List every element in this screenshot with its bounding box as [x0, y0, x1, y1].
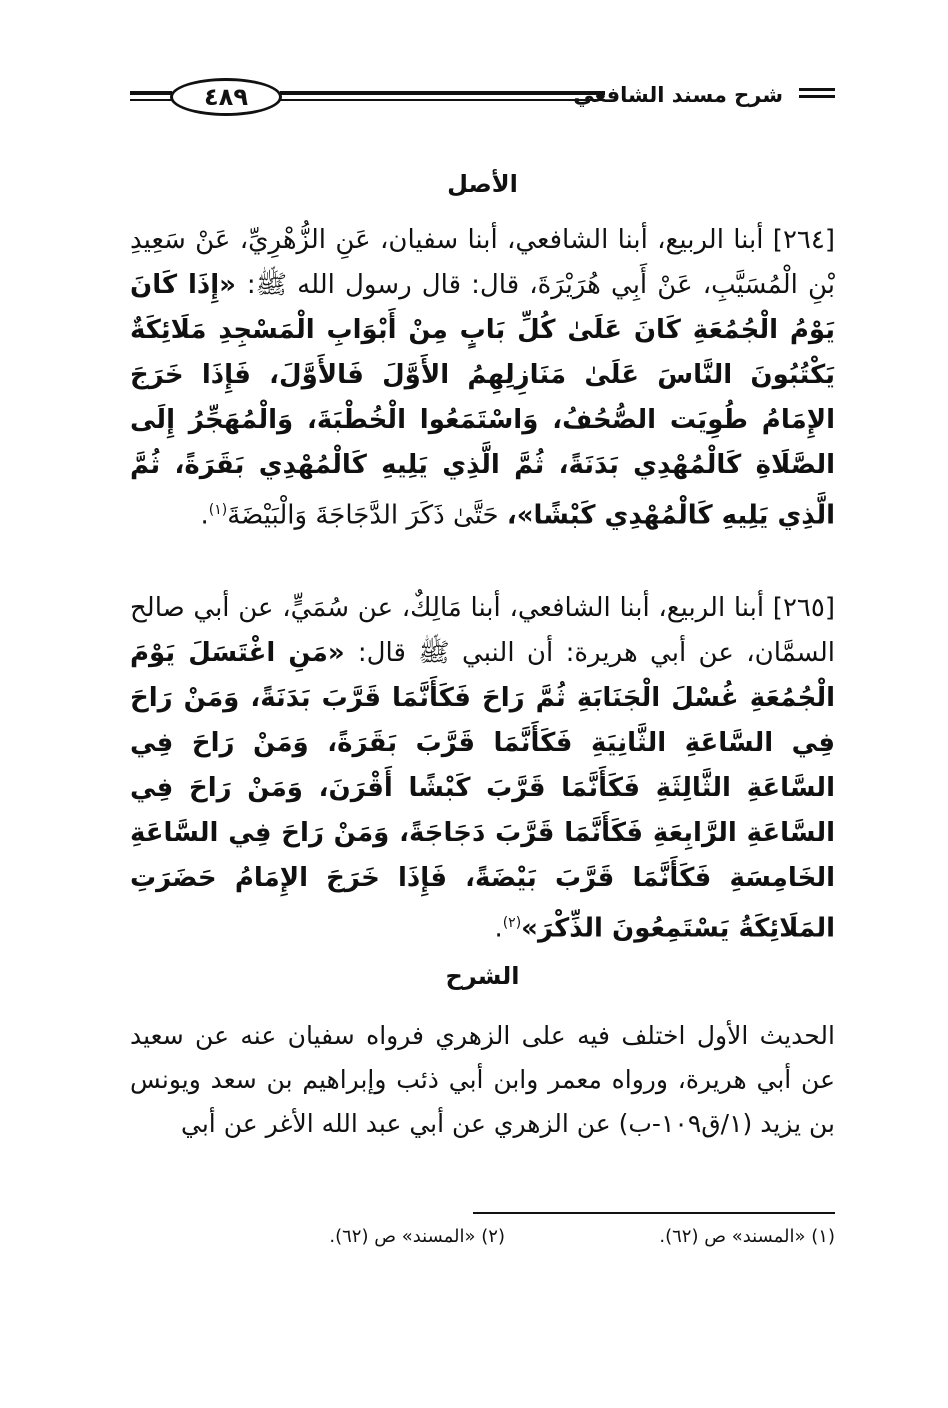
- footnote-mark: (٢): [502, 915, 522, 931]
- hadith-number: [٢٦٥]: [772, 593, 835, 623]
- isnad-chain: أبنا الربيع، أبنا الشافعي، أبنا سفيان، عَنِ الزُّهْرِيِّ، عَنْ سَعِيدِ بْنِ الْمُسَيَّبِ، عَنْ أَبِي هُرَيْرَةَ، قال: قال رسول الله ﷺ:: [130, 225, 835, 300]
- book-title: شرح مسند الشافعي: [573, 83, 783, 107]
- footnote-mark: (١): [208, 502, 228, 518]
- footnote-2: (٢) «المسند» ص (٦٢).: [329, 1226, 505, 1247]
- matn-text: «إِذَا كَانَ يَوْمُ الْجُمُعَةِ كَانَ عَلَىٰ كُلِّ بَابٍ مِنْ أَبْوَابِ الْمَسْجِدِ مَلَائِكَةٌ يَكْتُبُونَ النَّاسَ عَلَىٰ مَنَازِلِهِمُ الأَوَّلَ فَالأَوَّلَ، فَإِذَا خَرَجَ الإِمَامُ طُوِيَت الصُّحُفُ، وَاسْتَمَعُوا الْخُطْبَةَ، وَالْمُهَجِّرُ إِلَى الصَّلَاةِ كَالْمُهْدِي بَدَنَةً، ثُمَّ الَّذِي يَلِيهِ كَالْمُهْدِي بَقَرَةً، ثُمَّ الَّذِي يَلِيهِ كَالْمُهْدِي كَبْشًا»،: [130, 270, 835, 531]
- footnote-1: (١) «المسند» ص (٦٢).: [659, 1226, 835, 1247]
- sharh-paragraph: الحديث الأول اختلف فيه على الزهري فرواه سفيان عنه عن سعيد عن أبي هريرة، ورواه معمر وابن أبي ذئب وإبراهيم بن سعد ويونس بن يزيد (١/ق١٠٩-ب) عن الزهري عن أبي عبد الله الأغر عن أبي: [130, 1021, 835, 1138]
- header-rule-left: [130, 91, 172, 95]
- hadith-tail: حَتَّىٰ ذَكَرَ الدَّجَاجَةَ وَالْبَيْضَةَ: [227, 500, 507, 531]
- header-rule-middle: [280, 91, 605, 95]
- hadith-265-paragraph: [130, 586, 835, 952]
- hadith-265: [130, 586, 835, 952]
- footnote-separator: [473, 1212, 835, 1214]
- hadith-number: [٢٦٤]: [772, 225, 835, 255]
- period: .: [200, 500, 209, 531]
- hadith-264: [130, 218, 835, 539]
- section-title-asl: الأصل: [447, 170, 518, 198]
- section-title-sharh: الشرح: [445, 962, 520, 990]
- sharh-section: [130, 962, 835, 990]
- sharh-body: [130, 1014, 835, 1146]
- matn-text: «مَنِ اغْتَسَلَ يَوْمَ الْجُمُعَةِ غُسْلَ الْجَنَابَةِ ثُمَّ رَاحَ فَكَأَنَّمَا قَرَّبَ بَدَنَةً، وَمَنْ رَاحَ فِي السَّاعَةِ الثَّانِيَةِ فَكَأَنَّمَا قَرَّبَ بَقَرَةً، وَمَنْ رَاحَ فِي السَّاعَةِ الثَّالِثَةِ فَكَأَنَّمَا قَرَّبَ كَبْشًا أَقْرَنَ، وَمَنْ رَاحَ فِي السَّاعَةِ الرَّابِعَةِ فَكَأَنَّمَا قَرَّبَ دَجَاجَةً، وَمَنْ رَاحَ فِي السَّاعَةِ الخَامِسَةِ فَكَأَنَّمَا قَرَّبَ بَيْضَةً، فَإِذَا خَرَجَ الإِمَامُ حَضَرَتِ المَلَائِكَةُ يَسْتَمِعُونَ الذِّكْرَ»: [130, 638, 835, 944]
- header-rule-left-thin: [130, 99, 172, 101]
- header-dash-ornament: [799, 88, 835, 102]
- hadith-264-paragraph: [130, 218, 835, 539]
- footnotes: [130, 1222, 835, 1252]
- period: .: [494, 913, 503, 944]
- header-rule-middle-thin: [280, 99, 605, 101]
- page-header: [130, 78, 835, 120]
- page-number: ٤٨٩: [170, 78, 282, 116]
- isnad-chain: أبنا الربيع، أبنا الشافعي، أبنا مَالِكٌ، عن سُمَيٍّ، عن أبي صالح السمَّان، عن أبي هريرة: أن النبي ﷺ قال:: [130, 593, 836, 668]
- asl-section: [130, 170, 835, 198]
